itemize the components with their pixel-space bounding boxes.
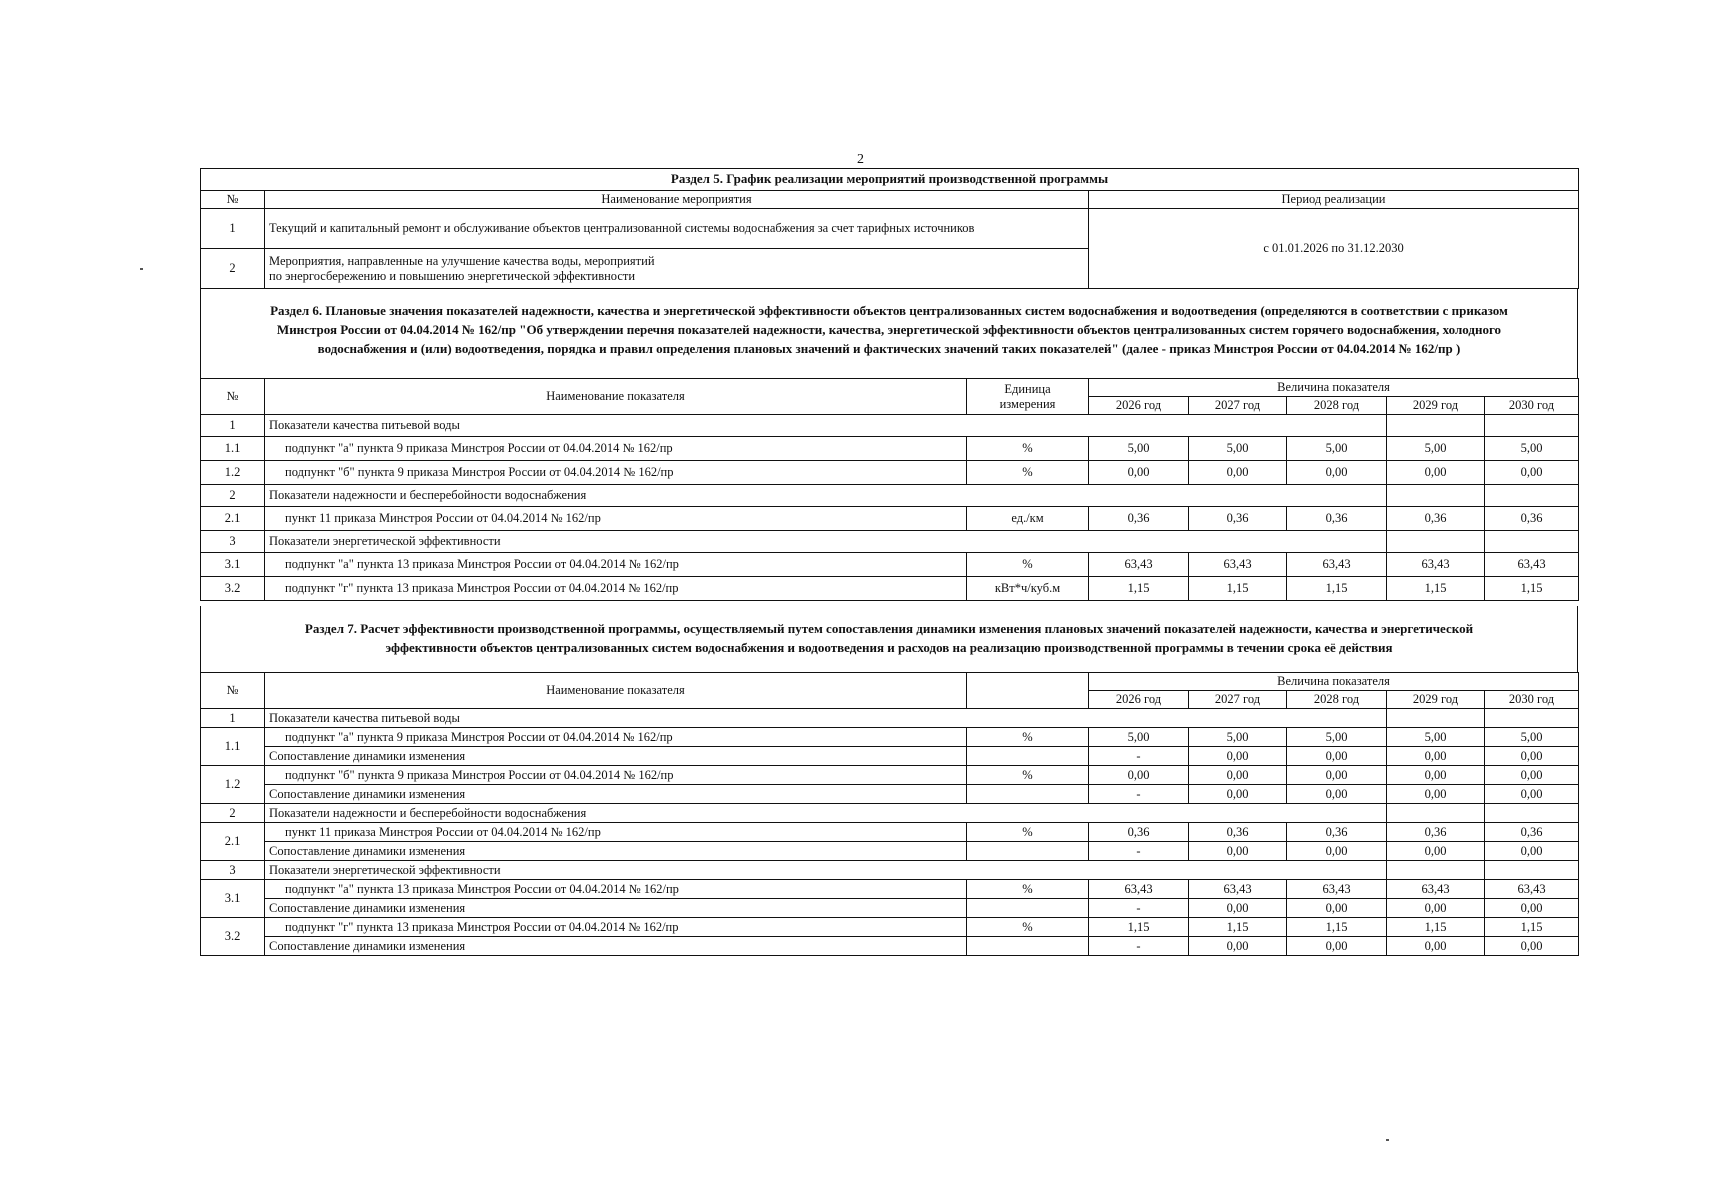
empty-cell — [1485, 415, 1579, 437]
group-row — [201, 415, 1579, 437]
compare-row — [201, 842, 1579, 861]
compare-cell: 0,00 — [1387, 747, 1485, 766]
compare-label: Сопоставление динамики изменения — [265, 785, 967, 804]
compare-cell: 0,00 — [1189, 937, 1287, 956]
compare-row — [201, 937, 1579, 956]
value-cell: 0,36 — [1189, 823, 1287, 842]
section6-title-line: Минстроя России от 04.04.2014 № 162/пр "Об утверждении перечня показателей надежности, качества, энергетической эффективности объектов централизованных систем горячего водоснабжения, холодного — [276, 321, 1502, 337]
value-cell: 63,43 — [1287, 553, 1387, 577]
value-cell: 63,43 — [1089, 553, 1189, 577]
value-cell: 0,00 — [1387, 461, 1485, 485]
value-cell: 1,15 — [1287, 577, 1387, 601]
value-cell: 0,00 — [1189, 461, 1287, 485]
col-name-header: Наименование показателя — [265, 673, 967, 709]
value-cell: 0,36 — [1287, 823, 1387, 842]
year-header: 2029 год — [1387, 397, 1485, 415]
value-cell: 0,36 — [1387, 507, 1485, 531]
year-header: 2027 год — [1189, 691, 1287, 709]
section5-table — [200, 168, 1579, 289]
col-value-header: Величина показателя — [1089, 673, 1579, 691]
year-header: 2030 год — [1485, 691, 1579, 709]
empty-cell — [1387, 531, 1485, 553]
row-no: 2 — [201, 249, 265, 289]
compare-cell: 0,00 — [1287, 747, 1387, 766]
compare-cell: 0,00 — [1485, 937, 1579, 956]
value-cell: 0,36 — [1387, 823, 1485, 842]
compare-cell: - — [1089, 937, 1189, 956]
section7-title-line: эффективности объектов централизованных систем водоснабжения и водоотведения и расходов на реализацию производственной программы в течении срока её действия — [385, 639, 1393, 655]
row-no: 1 — [201, 209, 265, 249]
group-name: Показатели надежности и бесперебойности водоснабжения — [265, 804, 1387, 823]
compare-row — [201, 785, 1579, 804]
compare-cell: - — [1089, 785, 1189, 804]
value-cell: 0,36 — [1089, 507, 1189, 531]
value-cell: 0,00 — [1485, 766, 1579, 785]
compare-cell: 0,00 — [1485, 899, 1579, 918]
value-cell: 0,36 — [1485, 823, 1579, 842]
item-name: подпункт "а" пункта 9 приказа Минстроя России от 04.04.2014 № 162/пр — [265, 437, 967, 461]
compare-cell: - — [1089, 747, 1189, 766]
table-row — [201, 823, 1579, 842]
year-header: 2028 год — [1287, 397, 1387, 415]
compare-cell: 0,00 — [1387, 899, 1485, 918]
empty-cell — [967, 842, 1089, 861]
col-period-header: Период реализации — [1089, 191, 1579, 209]
table-row — [201, 766, 1579, 785]
group-no: 2 — [201, 485, 265, 507]
item-unit: % — [967, 461, 1089, 485]
value-cell: 0,00 — [1189, 766, 1287, 785]
value-cell: 0,36 — [1485, 507, 1579, 531]
value-cell: 63,43 — [1387, 553, 1485, 577]
item-unit: % — [967, 918, 1089, 937]
compare-cell: 0,00 — [1485, 747, 1579, 766]
value-cell: 5,00 — [1485, 728, 1579, 747]
item-no: 2.1 — [201, 507, 265, 531]
section7-table — [200, 672, 1579, 956]
item-name: подпункт "а" пункта 13 приказа Минстроя России от 04.04.2014 № 162/пр — [265, 553, 967, 577]
compare-cell: 0,00 — [1287, 937, 1387, 956]
col-unit-header — [967, 673, 1089, 709]
item-no: 3.2 — [201, 918, 265, 956]
item-name: пункт 11 приказа Минстроя России от 04.04.2014 № 162/пр — [265, 507, 967, 531]
value-cell: 0,36 — [1287, 507, 1387, 531]
value-cell: 1,15 — [1287, 918, 1387, 937]
value-cell: 5,00 — [1189, 728, 1287, 747]
year-header: 2026 год — [1089, 397, 1189, 415]
year-header: 2030 год — [1485, 397, 1579, 415]
group-no: 1 — [201, 415, 265, 437]
value-cell: 63,43 — [1485, 553, 1579, 577]
compare-cell: 0,00 — [1387, 785, 1485, 804]
value-cell: 1,15 — [1089, 577, 1189, 601]
empty-cell — [1387, 804, 1485, 823]
value-cell: 5,00 — [1387, 437, 1485, 461]
compare-cell: 0,00 — [1287, 899, 1387, 918]
year-header: 2028 год — [1287, 691, 1387, 709]
item-no: 3.1 — [201, 553, 265, 577]
empty-cell — [967, 899, 1089, 918]
group-name: Показатели надежности и бесперебойности водоснабжения — [265, 485, 1387, 507]
item-name: пункт 11 приказа Минстроя России от 04.04.2014 № 162/пр — [265, 823, 967, 842]
item-no: 1.2 — [201, 766, 265, 804]
compare-cell: - — [1089, 842, 1189, 861]
compare-cell: 0,00 — [1387, 937, 1485, 956]
value-cell: 0,00 — [1089, 461, 1189, 485]
item-unit: % — [967, 437, 1089, 461]
compare-label: Сопоставление динамики изменения — [265, 842, 967, 861]
measure-name: Текущий и капитальный ремонт и обслуживание объектов централизованной системы водоснабжения за счет тарифных источников — [265, 209, 1089, 249]
group-name: Показатели энергетической эффективности — [265, 531, 1387, 553]
value-cell: 5,00 — [1089, 437, 1189, 461]
item-no: 3.1 — [201, 880, 265, 918]
item-no: 1.2 — [201, 461, 265, 485]
scan-speck — [1386, 1139, 1389, 1141]
table-row — [201, 728, 1579, 747]
col-unit-header-line: измерения — [999, 396, 1056, 411]
compare-cell: 0,00 — [1189, 842, 1287, 861]
value-cell: 1,15 — [1387, 577, 1485, 601]
measure-name-line: по энергосбережению и повышению энергетической эффективности — [269, 268, 636, 283]
item-no: 2.1 — [201, 823, 265, 861]
value-cell: 1,15 — [1387, 918, 1485, 937]
compare-cell: 0,00 — [1189, 747, 1287, 766]
value-cell: 1,15 — [1089, 918, 1189, 937]
value-cell: 63,43 — [1287, 880, 1387, 899]
value-cell: 63,43 — [1189, 553, 1287, 577]
item-unit: % — [967, 728, 1089, 747]
section7-title — [200, 620, 1578, 658]
col-unit-header-line: Единица — [1004, 382, 1051, 397]
col-unit-header — [967, 379, 1089, 415]
group-name: Показатели качества питьевой воды — [265, 709, 1387, 728]
empty-cell — [1387, 861, 1485, 880]
period-value: с 01.01.2026 по 31.12.2030 — [1089, 209, 1579, 289]
group-row — [201, 861, 1579, 880]
value-cell: 0,36 — [1189, 507, 1287, 531]
item-name: подпункт "г" пункта 13 приказа Минстроя России от 04.04.2014 № 162/пр — [265, 577, 967, 601]
table-row — [201, 507, 1579, 531]
empty-cell — [1387, 415, 1485, 437]
compare-cell: 0,00 — [1287, 842, 1387, 861]
scan-speck — [140, 268, 143, 270]
compare-cell: 0,00 — [1189, 785, 1287, 804]
item-unit: кВт*ч/куб.м — [967, 577, 1089, 601]
section6-title — [200, 302, 1578, 359]
value-cell: 5,00 — [1189, 437, 1287, 461]
group-no: 3 — [201, 861, 265, 880]
value-cell: 0,00 — [1485, 461, 1579, 485]
compare-cell: 0,00 — [1189, 899, 1287, 918]
group-row — [201, 709, 1579, 728]
item-unit: ед./км — [967, 507, 1089, 531]
col-value-header: Величина показателя — [1089, 379, 1579, 397]
value-cell: 1,15 — [1485, 918, 1579, 937]
item-name: подпункт "б" пункта 9 приказа Минстроя России от 04.04.2014 № 162/пр — [265, 461, 967, 485]
section6-title-line: Раздел 6. Плановые значения показателей надежности, качества и энергетической эффективности объектов централизованных систем водоснабжения и водоотведения (определяются в соответствии с приказом — [270, 303, 1508, 318]
group-name: Показатели качества питьевой воды — [265, 415, 1387, 437]
section6-title-line: водоснабжения и (или) водоотведения, порядка и правил определения плановых значений и фактических значений таких показателей" (далее - приказ Минстроя России от 04.04.2014 № 162/пр ) — [317, 340, 1461, 356]
empty-cell — [967, 937, 1089, 956]
item-name: подпункт "б" пункта 9 приказа Минстроя России от 04.04.2014 № 162/пр — [265, 766, 967, 785]
empty-cell — [1485, 804, 1579, 823]
year-header: 2029 год — [1387, 691, 1485, 709]
table-row — [201, 437, 1579, 461]
empty-cell — [1485, 861, 1579, 880]
compare-cell: - — [1089, 899, 1189, 918]
item-unit: % — [967, 823, 1089, 842]
section7-title-line: Раздел 7. Расчет эффективности производственной программы, осуществляемый путем сопоставления динамики изменения плановых значений показателей надежности, качества и энергетической — [304, 621, 1474, 636]
value-cell: 5,00 — [1287, 437, 1387, 461]
value-cell: 0,00 — [1287, 461, 1387, 485]
col-name-header: Наименование мероприятия — [265, 191, 1089, 209]
value-cell: 63,43 — [1485, 880, 1579, 899]
compare-cell: 0,00 — [1485, 842, 1579, 861]
value-cell: 0,36 — [1089, 823, 1189, 842]
compare-label: Сопоставление динамики изменения — [265, 899, 967, 918]
item-no: 3.2 — [201, 577, 265, 601]
empty-cell — [1485, 709, 1579, 728]
item-unit: % — [967, 880, 1089, 899]
item-name: подпункт "а" пункта 9 приказа Минстроя России от 04.04.2014 № 162/пр — [265, 728, 967, 747]
measure-name — [265, 249, 1089, 289]
item-no: 1.1 — [201, 437, 265, 461]
col-no-header: № — [201, 379, 265, 415]
group-no: 2 — [201, 804, 265, 823]
empty-cell — [967, 747, 1089, 766]
item-name: подпункт "а" пункта 13 приказа Минстроя России от 04.04.2014 № 162/пр — [265, 880, 967, 899]
empty-cell — [967, 785, 1089, 804]
year-header: 2026 год — [1089, 691, 1189, 709]
group-row — [201, 485, 1579, 507]
year-header: 2027 год — [1189, 397, 1287, 415]
value-cell: 0,00 — [1387, 766, 1485, 785]
item-unit: % — [967, 766, 1089, 785]
compare-cell: 0,00 — [1387, 842, 1485, 861]
compare-cell: 0,00 — [1287, 785, 1387, 804]
value-cell: 63,43 — [1387, 880, 1485, 899]
value-cell: 5,00 — [1089, 728, 1189, 747]
col-no-header: № — [201, 673, 265, 709]
compare-row — [201, 747, 1579, 766]
empty-cell — [1387, 485, 1485, 507]
group-no: 3 — [201, 531, 265, 553]
item-no: 1.1 — [201, 728, 265, 766]
item-unit: % — [967, 553, 1089, 577]
value-cell: 1,15 — [1485, 577, 1579, 601]
group-row — [201, 531, 1579, 553]
col-name-header: Наименование показателя — [265, 379, 967, 415]
value-cell: 1,15 — [1189, 918, 1287, 937]
measure-name-line: Мероприятия, направленные на улучшение качества воды, мероприятий — [269, 254, 655, 269]
table-row — [201, 918, 1579, 937]
empty-cell — [1485, 531, 1579, 553]
page-number: 2 — [857, 152, 864, 167]
value-cell: 0,00 — [1089, 766, 1189, 785]
value-cell: 5,00 — [1287, 728, 1387, 747]
compare-cell: 0,00 — [1485, 785, 1579, 804]
section6-table — [200, 378, 1579, 601]
table-row — [201, 553, 1579, 577]
value-cell: 63,43 — [1189, 880, 1287, 899]
group-name: Показатели энергетической эффективности — [265, 861, 1387, 880]
compare-label: Сопоставление динамики изменения — [265, 747, 967, 766]
col-no-header: № — [201, 191, 265, 209]
value-cell: 63,43 — [1089, 880, 1189, 899]
group-row — [201, 804, 1579, 823]
group-no: 1 — [201, 709, 265, 728]
compare-row — [201, 899, 1579, 918]
section5-title: Раздел 5. График реализации мероприятий производственной программы — [201, 169, 1579, 191]
value-cell: 1,15 — [1189, 577, 1287, 601]
value-cell: 0,00 — [1287, 766, 1387, 785]
empty-cell — [1485, 485, 1579, 507]
table-row — [201, 880, 1579, 899]
value-cell: 5,00 — [1485, 437, 1579, 461]
item-name: подпункт "г" пункта 13 приказа Минстроя России от 04.04.2014 № 162/пр — [265, 918, 967, 937]
table-row — [201, 577, 1579, 601]
empty-cell — [1387, 709, 1485, 728]
compare-label: Сопоставление динамики изменения — [265, 937, 967, 956]
value-cell: 5,00 — [1387, 728, 1485, 747]
table-row — [201, 461, 1579, 485]
